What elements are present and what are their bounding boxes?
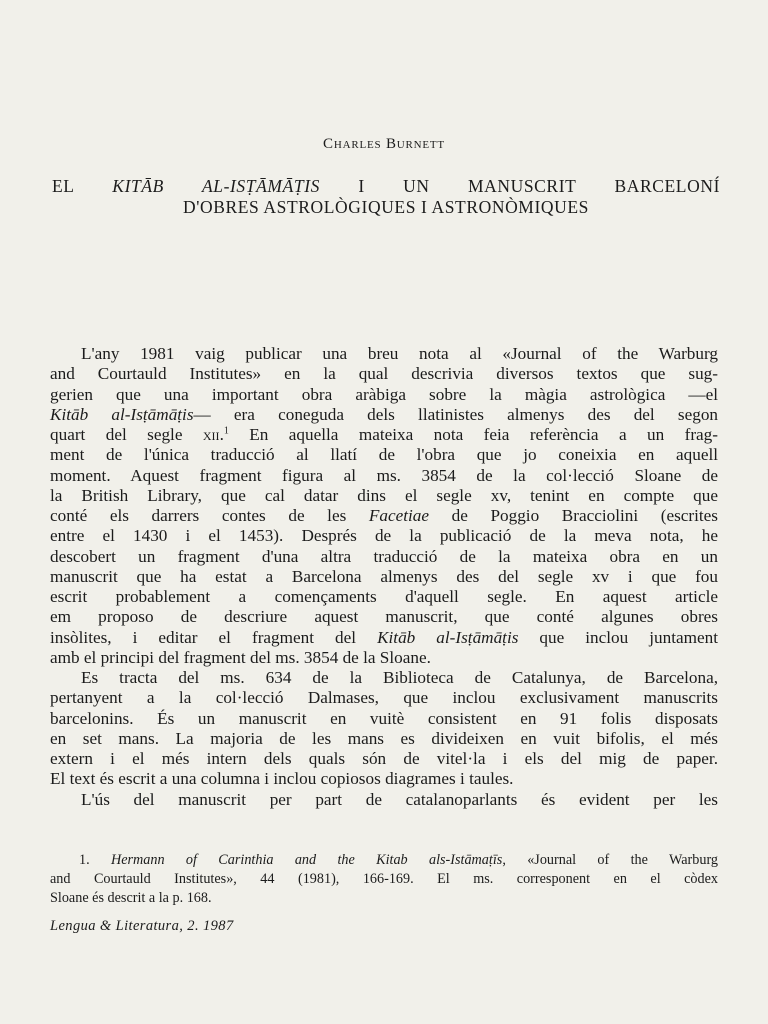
footnote (50, 851, 718, 908)
paragraph-1 (50, 344, 718, 668)
body-text: quart del segle (50, 425, 203, 444)
title-text-rest: I UN MANUSCRIT BARCELONÍ (319, 176, 720, 196)
author-name: Charles Burnett (323, 136, 445, 152)
century-numeral: xii (202, 425, 220, 444)
body-line: amb el principi del fragment del ms. 3854 de la Sloane. (50, 647, 431, 667)
article-body (50, 344, 718, 810)
body-text: — era coneguda dels llatinistes almenys des del segon (193, 404, 719, 424)
title-text-el: EL (52, 176, 113, 196)
body-line: entre el 1430 i el 1453). Després de la publicació de la meva nota, he (50, 526, 718, 546)
title-line-1 (52, 176, 720, 197)
body-text: de Poggio Bracciolini (escrites (429, 506, 718, 525)
body-text: conté els darrers contes de les (50, 506, 369, 525)
paragraph-2 (50, 668, 718, 790)
body-line: barcelonins. És un manuscrit en vuitè consistent en 91 folis disposats (50, 708, 718, 728)
journal-footer: Lengua & Literatura, 2. 1987 (50, 918, 234, 934)
body-line: L'ús del manuscrit per part de catalanoparlants és evident per les (81, 789, 718, 809)
body-line: descobert un fragment d'una altra traducció de la mateixa obra en un (50, 546, 718, 566)
body-line: escrit probablement a començaments d'aquell segle. En aquest article (50, 587, 718, 606)
footnote-number: 1. (79, 852, 90, 868)
body-line: Es tracta del ms. 634 de la Biblioteca de Catalunya, de Barcelona, (81, 668, 718, 687)
article-title (52, 176, 720, 218)
italic-title: Facetiae (368, 506, 430, 525)
body-line (50, 405, 718, 425)
italic-title: Kitāb al-Isṭāmāṭis (377, 627, 519, 647)
body-line: ment de l'única traducció al llatí de l'obra que jo coneixia en aquell (50, 445, 718, 465)
footnote-line: and Courtauld Institutes», 44 (1981), 166-169. El ms. corresponent en el còdex (50, 871, 718, 887)
body-line: El text és escrit a una columna i inclou copiosos diagrames i taules. (50, 769, 514, 789)
body-line: and Courtauld Institutes» en la qual descrivia diversos textos que sug- (50, 364, 718, 384)
italic-title: Kitāb al-Isṭāmāṭis (50, 404, 194, 424)
body-line: pertanyent a la col·lecció Dalmases, que inclou exclusivament manuscrits (50, 688, 718, 708)
body-line: la British Library, que cal datar dins el segle xv, tenint en compte que (50, 485, 718, 505)
body-line: manuscrit que ha estat a Barcelona almenys des del segle xv i que fou (50, 566, 718, 586)
body-line: extern i el més intern dels quals són de vitel·la i els del mig de paper. (50, 749, 718, 768)
body-line: moment. Aquest fragment figura al ms. 3854 de la col·lecció Sloane de (50, 465, 718, 485)
body-line: L'any 1981 vaig publicar una breu nota al «Journal of the Warburg (81, 344, 718, 363)
body-line: gerien que una important obra aràbiga sobre la màgia astrològica —el (50, 384, 718, 404)
title-text-italic: KITĀB AL-ISṬĀMĀṬIS (112, 176, 320, 196)
footnote-text: , «Journal of the Warburg (502, 852, 719, 868)
body-text: En aquella mateixa nota feia referència a un frag- (228, 425, 718, 444)
body-text: que inclou juntament (518, 627, 718, 647)
footnote-marker: 1 (223, 425, 229, 437)
title-line-2: D'OBRES ASTROLÒGIQUES I ASTRONÒMIQUES (182, 197, 589, 217)
body-text: . (219, 425, 224, 444)
footnote-italic-title: Hermann of Carinthia and the Kitab als-Istāmaṭīs (110, 852, 503, 868)
body-line: em proposo de descriure aquest manuscrit, que conté algunes obres (50, 607, 718, 627)
body-line (50, 506, 718, 526)
body-line (50, 628, 718, 648)
paragraph-3 (50, 790, 718, 810)
body-line: en set mans. La majoria de les mans es divideixen en vuit bifolis, el més (50, 728, 718, 748)
body-text: insòlites, i editar el fragment del (50, 627, 378, 647)
footnote-line (50, 851, 718, 870)
footnote-line: Sloane és descrit a la p. 168. (50, 890, 212, 906)
body-line (50, 425, 718, 445)
